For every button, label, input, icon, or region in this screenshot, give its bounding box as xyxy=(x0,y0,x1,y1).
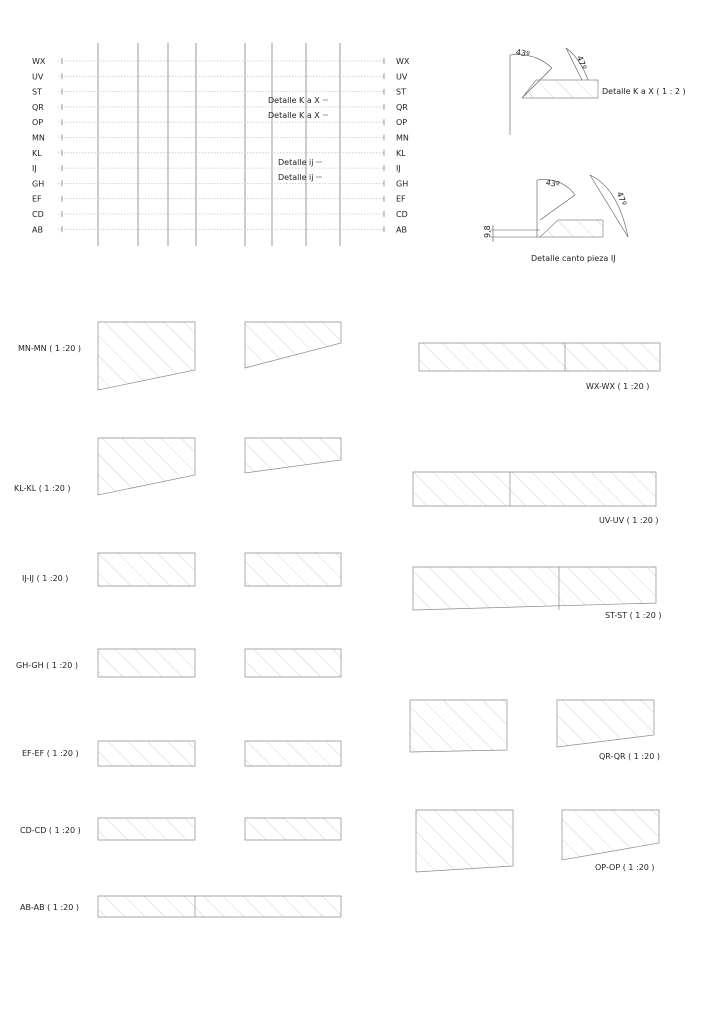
section-profile xyxy=(98,896,341,917)
section-op-left xyxy=(416,810,513,872)
label-ef-ef: EF-EF ( 1 :20 ) xyxy=(22,749,79,758)
plan-row-label-left: KL xyxy=(32,148,42,158)
plan-row-label-right: CD xyxy=(396,210,408,219)
plan-row-label-left: UV xyxy=(32,72,44,82)
section-profile xyxy=(98,649,195,677)
plan-row-label-left: IJ xyxy=(32,164,37,174)
callout-ij-1: Detalle ij xyxy=(278,158,314,167)
section-gh-right xyxy=(245,649,341,677)
label-ij-ij: IJ-IJ ( 1 :20 ) xyxy=(22,574,69,583)
section-profile xyxy=(419,343,660,371)
detail-k-title: Detalle K a X ( 1 : 2 ) xyxy=(602,87,686,96)
section-profile xyxy=(562,810,659,860)
section-profile xyxy=(98,741,195,766)
section-ef-right xyxy=(245,741,341,766)
plan-row-label-right: QR xyxy=(396,102,408,112)
detail-ij-title: Detalle canto pieza IJ xyxy=(531,254,616,263)
section-ab xyxy=(98,896,341,917)
section-profile xyxy=(245,322,341,368)
section-cd-left xyxy=(98,818,195,840)
section-profile xyxy=(557,700,654,747)
section-op-right xyxy=(562,810,659,860)
plan-row-label-left: GH xyxy=(32,179,45,189)
plan-row-label-left: OP xyxy=(32,118,44,128)
plan-row-label-left: WX xyxy=(32,57,46,66)
plan-row-label-right: KL xyxy=(396,148,406,158)
detail-ij-angle-a: 43º xyxy=(545,178,561,190)
section-mn-left xyxy=(98,322,195,390)
callout-ij-2: Detalle ij xyxy=(278,173,314,182)
section-wx xyxy=(419,343,660,371)
plan-row-label-right: UV xyxy=(396,72,408,82)
section-profile xyxy=(98,553,195,586)
section-ij-right xyxy=(245,553,341,586)
section-cd-right xyxy=(245,818,341,840)
plan-callouts xyxy=(268,96,328,182)
plan-row-label-right: ST xyxy=(396,87,406,97)
plan-row-label-right: MN xyxy=(396,133,409,143)
section-profile xyxy=(245,649,341,677)
plan-row-label-right: WX xyxy=(396,57,410,66)
label-wx-wx: WX-WX ( 1 :20 ) xyxy=(586,382,650,391)
plan-row-label-right: OP xyxy=(396,118,408,128)
section-profile xyxy=(98,818,195,840)
section-profile xyxy=(410,700,507,752)
callout-k-to-x-1: Detalle K a X xyxy=(268,96,320,105)
detail-k-angle-b: 47º xyxy=(574,54,589,71)
plan-row-label-right: GH xyxy=(396,179,409,189)
detail-edge-ij xyxy=(483,175,628,263)
section-qr-left xyxy=(410,700,507,752)
plan-row-label-left: AB xyxy=(32,225,43,235)
label-gh-gh: GH-GH ( 1 :20 ) xyxy=(16,661,78,670)
section-gh-left xyxy=(98,649,195,677)
section-profile xyxy=(98,438,195,495)
plan-row-label-left: CD xyxy=(32,210,44,219)
plan-row-label-right: AB xyxy=(396,225,407,235)
section-qr-right xyxy=(557,700,654,747)
label-uv-uv: UV-UV ( 1 :20 ) xyxy=(599,516,659,525)
plan-grid xyxy=(32,43,410,246)
section-profile xyxy=(245,741,341,766)
section-uv xyxy=(413,472,656,506)
section-profile xyxy=(413,567,656,610)
section-ij-left xyxy=(98,553,195,586)
label-cd-cd: CD-CD ( 1 :20 ) xyxy=(20,826,81,835)
sections xyxy=(98,322,660,917)
plan-row-label-left: ST xyxy=(32,87,42,97)
section-profile xyxy=(245,818,341,840)
label-st-st: ST-ST ( 1 :20 ) xyxy=(605,611,662,620)
detail-k-to-x xyxy=(510,48,686,135)
plan-row-label-right: EF xyxy=(396,194,406,204)
section-ef-left xyxy=(98,741,195,766)
label-kl-kl: KL-KL ( 1 :20 ) xyxy=(14,484,71,493)
detail-k-angle-a: 43º xyxy=(515,47,531,59)
label-mn-mn: MN-MN ( 1 :20 ) xyxy=(18,344,82,353)
plan-row-label-left: QR xyxy=(32,102,44,112)
label-qr-qr: QR-QR ( 1 :20 ) xyxy=(599,752,660,761)
section-profile xyxy=(413,472,656,506)
plan-row-label-right: IJ xyxy=(396,164,401,174)
section-profile xyxy=(98,322,195,390)
label-op-op: OP-OP ( 1 :20 ) xyxy=(595,863,655,872)
detail-ij-angle-b: 47º xyxy=(614,190,629,207)
section-profile xyxy=(245,553,341,586)
section-mn-right xyxy=(245,322,341,368)
section-st xyxy=(413,567,656,610)
callout-k-to-x-2: Detalle K a X xyxy=(268,111,320,120)
section-profile xyxy=(416,810,513,872)
section-profile xyxy=(245,438,341,473)
plan-row-label-left: MN xyxy=(32,133,45,143)
detail-ij-thickness: 9,8 xyxy=(483,225,492,238)
plan-row-label-left: EF xyxy=(32,194,42,204)
section-kl-right xyxy=(245,438,341,473)
label-ab-ab: AB-AB ( 1 :20 ) xyxy=(20,903,80,912)
section-kl-left xyxy=(98,438,195,495)
